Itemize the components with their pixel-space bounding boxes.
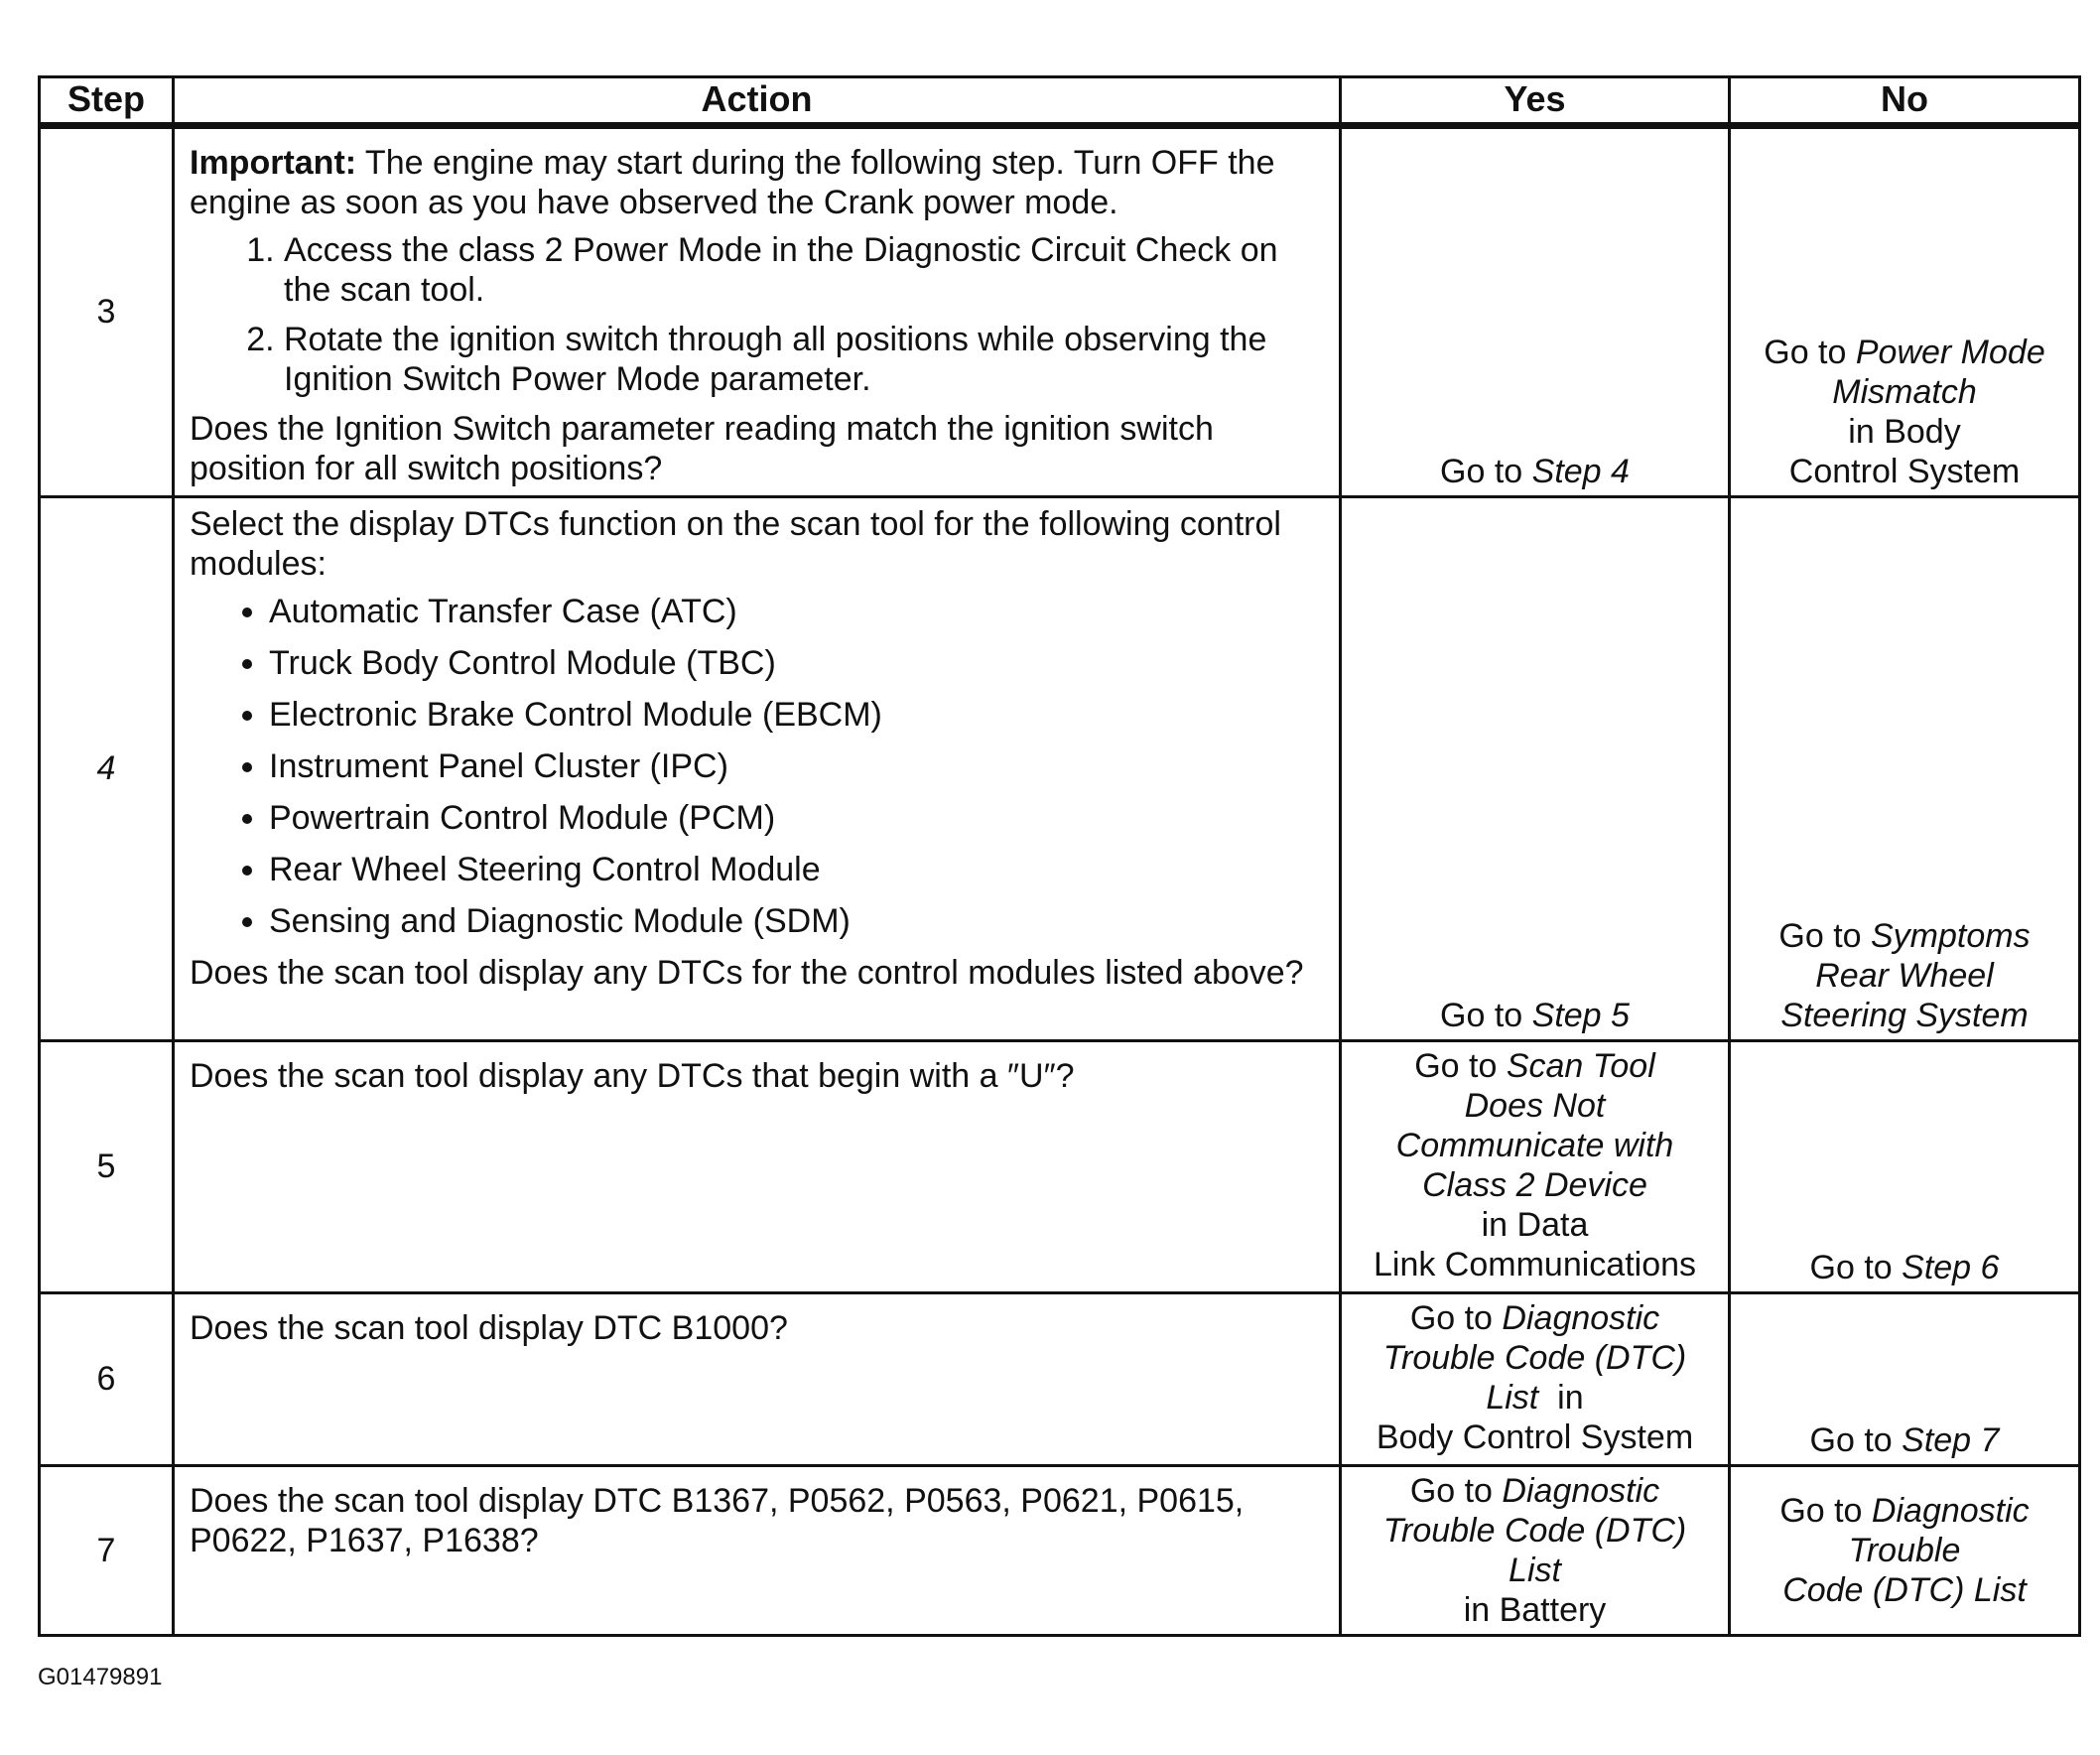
step-question: Does the scan tool display DTC B1000?	[190, 1309, 788, 1347]
figure-id: G01479891	[38, 1664, 163, 1690]
reference-link[interactable]: Symptoms	[1871, 917, 2031, 955]
action-cell	[174, 497, 1341, 1041]
reference-suffix: Control System	[1788, 453, 2021, 490]
header-step: Step	[40, 77, 174, 126]
no-cell	[1730, 497, 2080, 1041]
module-list	[190, 592, 1321, 941]
diagnostic-table	[38, 75, 2081, 1637]
yes-cell	[1341, 1466, 1730, 1636]
reference-link[interactable]: List	[1486, 1379, 1539, 1417]
list-item: • Powertrain Control Module (PCM)	[269, 798, 1321, 838]
reference-link[interactable]: Diagnostic	[1502, 1299, 1660, 1337]
yes-cell	[1341, 497, 1730, 1041]
step-number: 3	[40, 126, 174, 497]
step-link[interactable]: Step 4	[1531, 453, 1630, 490]
step-question: Does the scan tool display DTC B1367, P0562, P0563, P0621, P0615, P0622, P1637, P1638?	[190, 1482, 1245, 1559]
header-action: Action	[174, 77, 1341, 126]
step-number: 7	[40, 1466, 174, 1636]
reference-suffix: in Body	[1848, 413, 1961, 451]
table-row	[40, 1466, 2080, 1636]
reference-suffix: Body Control System	[1376, 1418, 1694, 1456]
go-to-prefix: Go to	[1779, 1492, 1872, 1530]
reference-suffix: in Data	[1481, 1206, 1589, 1244]
go-to-prefix: Go to	[1764, 334, 1856, 371]
list-item: 1. Access the class 2 Power Mode in the Diagnostic Circuit Check on the scan tool.	[284, 230, 1321, 310]
yes-cell	[1341, 126, 1730, 497]
important-note	[190, 143, 1321, 222]
reference-link[interactable]: List	[1509, 1552, 1561, 1589]
step-number: 4	[40, 497, 174, 1041]
go-to-prefix: Go to	[1440, 997, 1532, 1034]
no-cell	[1730, 126, 2080, 497]
reference-suffix: in Battery	[1463, 1591, 1607, 1629]
reference-link[interactable]: Trouble	[1848, 1532, 1961, 1569]
action-cell	[174, 1466, 1341, 1636]
table-row	[40, 1041, 2080, 1293]
table-row	[40, 1293, 2080, 1466]
step-question: Does the scan tool display any DTCs that begin with a ″U″?	[190, 1057, 1075, 1095]
reference-link[interactable]: Scan Tool	[1506, 1047, 1655, 1085]
table-row	[40, 126, 2080, 497]
reference-link[interactable]: Rear Wheel	[1815, 957, 1994, 995]
table-row	[40, 497, 2080, 1041]
list-item: • Instrument Panel Cluster (IPC)	[269, 746, 1321, 786]
go-to-prefix: Go to	[1778, 917, 1871, 955]
no-cell	[1730, 1041, 2080, 1293]
go-to-prefix: Go to	[1440, 453, 1532, 490]
reference-link[interactable]: Trouble Code (DTC)	[1382, 1339, 1687, 1377]
go-to-prefix: Go to	[1409, 1299, 1503, 1337]
reference-link[interactable]: Trouble Code (DTC)	[1382, 1512, 1687, 1550]
reference-link[interactable]: Class 2 Device	[1422, 1166, 1647, 1204]
reference-suffix: in	[1557, 1379, 1584, 1417]
reference-link[interactable]: Code (DTC) List	[1782, 1571, 2027, 1609]
step-link[interactable]: Step 5	[1531, 997, 1630, 1034]
yes-cell	[1341, 1293, 1730, 1466]
step-link[interactable]: Step 7	[1902, 1421, 2000, 1459]
yes-cell	[1341, 1041, 1730, 1293]
step-question: Does the scan tool display any DTCs for the control modules listed above?	[190, 954, 1304, 992]
action-cell	[174, 1293, 1341, 1466]
go-to-prefix: Go to	[1409, 1472, 1503, 1510]
numbered-list	[190, 230, 1321, 399]
reference-link[interactable]: Diagnostic	[1502, 1472, 1660, 1510]
list-item: • Sensing and Diagnostic Module (SDM)	[269, 901, 1321, 941]
action-cell	[174, 1041, 1341, 1293]
reference-link[interactable]: Diagnostic	[1871, 1492, 2030, 1530]
header-no: No	[1730, 77, 2080, 126]
step-number: 6	[40, 1293, 174, 1466]
go-to-prefix: Go to	[1809, 1249, 1903, 1286]
table-header-row	[40, 77, 2080, 126]
reference-link[interactable]: Does Not	[1464, 1087, 1606, 1125]
no-cell	[1730, 1466, 2080, 1636]
go-to-prefix: Go to	[1414, 1047, 1507, 1085]
list-item: 2. Rotate the ignition switch through all positions while observing the Ignition Switch Power Mode parameter.	[284, 320, 1321, 399]
list-item: • Truck Body Control Module (TBC)	[269, 643, 1321, 683]
list-item: • Rear Wheel Steering Control Module	[269, 850, 1321, 889]
reference-suffix: Link Communications	[1373, 1246, 1697, 1283]
action-cell	[174, 126, 1341, 497]
reference-link[interactable]: Mismatch	[1832, 373, 1977, 411]
go-to-prefix: Go to	[1809, 1421, 1903, 1459]
step-intro: Select the display DTCs function on the scan tool for the following control modules:	[190, 505, 1281, 583]
step-link[interactable]: Step 6	[1902, 1249, 2000, 1286]
no-cell	[1730, 1293, 2080, 1466]
header-yes: Yes	[1341, 77, 1730, 126]
reference-link[interactable]: Communicate with	[1395, 1127, 1674, 1164]
important-text: The engine may start during the following step. Turn OFF the engine as soon as you have observed the Crank power mode.	[190, 144, 1275, 221]
step-number: 5	[40, 1041, 174, 1293]
list-item: • Automatic Transfer Case (ATC)	[269, 592, 1321, 631]
reference-link[interactable]: Steering System	[1780, 997, 2029, 1034]
list-item: • Electronic Brake Control Module (EBCM)	[269, 695, 1321, 735]
reference-link[interactable]: Power Mode	[1855, 334, 2045, 371]
important-label: Important:	[190, 144, 357, 182]
step-question: Does the Ignition Switch parameter reading match the ignition switch position for all switch positions?	[190, 410, 1214, 487]
